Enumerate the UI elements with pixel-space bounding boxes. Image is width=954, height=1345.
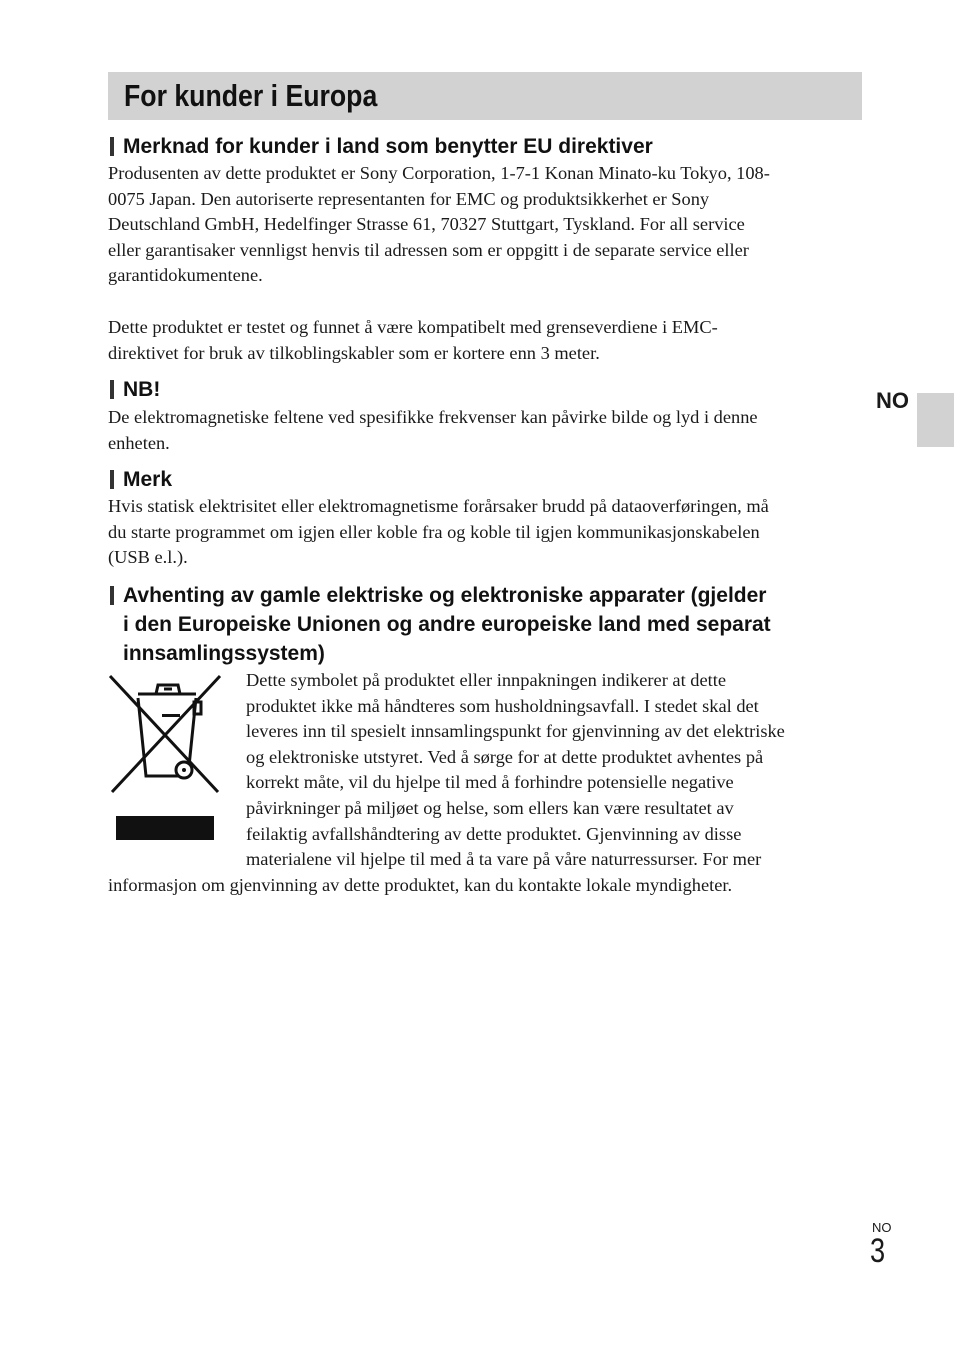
language-tab-label: NO [876,388,909,413]
heading-nb: NB! [108,375,160,404]
text-line: (USB e.l.). [108,547,188,568]
text-line: Deutschland GmbH, Hedelfinger Strasse 61, 70327 Stuttgart, Tyskland. For all service [108,214,745,235]
text-line: enheten. [108,432,170,453]
text-line: produktet ikke må håndteres som husholdningsavfall. I stedet skal det [246,695,759,716]
paragraph-merk [108,494,864,571]
text-line: påvirkninger på miljøet og helse, som ellers kan være resultatet av [246,797,734,818]
text-line: garantidokumentene. [108,265,263,286]
heading-line: i den Europeiske Unionen og andre europeiske land med separat [123,613,771,636]
heading-merknad: Merknad for kunder i land som benytter EU direktiver [108,132,653,161]
heading-line: innsamlingssystem) [123,642,325,665]
weee-crossed-bin-icon [108,672,228,844]
text-line: Hvis statisk elektrisitet eller elektromagnetisme forårsaker brudd på dataoverføringen, må [108,496,769,516]
language-tab [917,393,954,447]
page-language-code: NO [872,1220,892,1235]
text-line: og elektroniske utstyret. Ved å sørge for at dette produktet avhentes på [246,746,764,767]
text-line: Dette symbolet på produktet eller innpakningen indikerer at dette [246,670,727,690]
text-line: 0075 Japan. Den autoriserte representanten for EMC og produktsikkerhet er Sony [108,188,710,209]
text-line: feilaktig avfallshåndtering av dette produktet. Gjenvinning av disse [246,823,742,844]
title-bar [108,72,862,120]
paragraph-nb [108,405,864,456]
text-line: direktivet for bruk av tilkoblingskabler som er kortere enn 3 meter. [108,342,600,363]
paragraph-manufacturer [108,161,864,289]
text-line: leveres inn til spesielt innsamlingspunkt for gjenvinning av det elektriske [246,721,785,742]
paragraph-avhenting [246,668,866,873]
text-line: De elektromagnetiske feltene ved spesifikke frekvenser kan påvirke bilde og lyd i denne [108,407,758,427]
text-line: korrekt måte, vil du hjelpe til med å forhindre potensielle negative [246,772,734,793]
page-number: 3 [870,1232,886,1270]
text-line: Dette produktet er testet og funnet å være kompatibelt med grenseverdiene i EMC- [108,317,718,337]
text-line: du starte programmet om igjen eller koble fra og koble til igjen kommunikasjonskabelen [108,521,760,542]
text-line: materialene vil hjelpe til med å ta vare på våre naturressurser. For mer [246,849,762,870]
heading-merk: Merk [108,465,172,494]
page-title: For kunder i Europa [124,78,378,113]
text-line-last: informasjon om gjenvinning av dette produktet, kan du kontakte lokale myndigheter. [108,875,733,895]
text-line: eller garantisaker vennligst henvis til adressen som er oppgitt i de separate service eller [108,239,749,260]
heading-line: Avhenting av gamle elektriske og elektroniske apparater (gjelder [123,584,767,607]
text-line: Produsenten av dette produktet er Sony Corporation, 1-7-1 Konan Minato-ku Tokyo, 108- [108,163,770,183]
heading-avhenting [108,581,771,668]
paragraph-emc [108,315,864,366]
